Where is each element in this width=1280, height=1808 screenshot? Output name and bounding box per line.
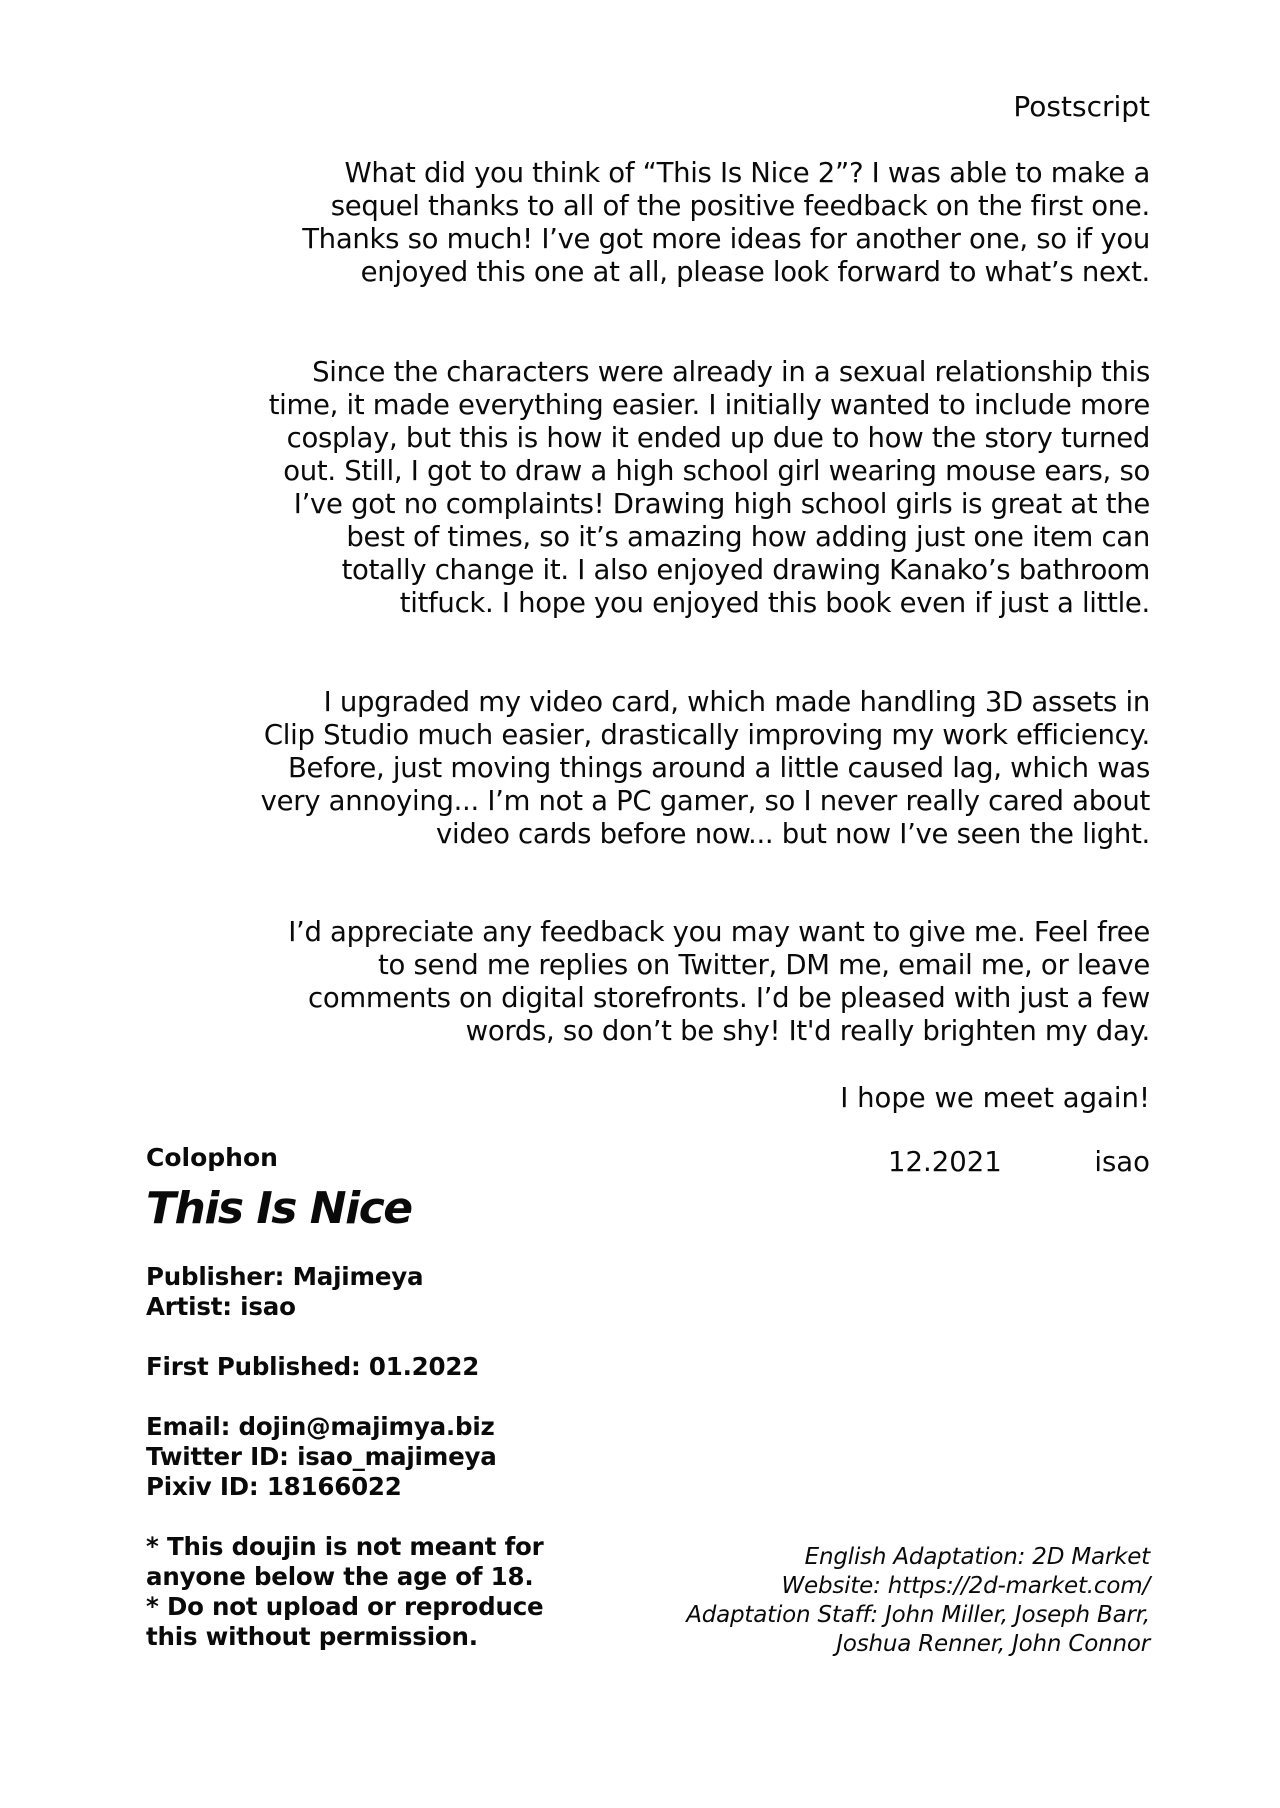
pixiv-line: Pixiv ID: 18166022	[146, 1472, 402, 1501]
signature-date: 12.2021	[888, 1146, 1002, 1178]
credit-line: Joshua Renner, John Connor	[836, 1631, 1150, 1657]
paragraph-line: very annoying... I’m not a PC gamer, so I never really cared about	[260, 785, 1150, 817]
publisher-line: Publisher: Majimeya	[146, 1262, 424, 1291]
paragraph-line: titfuck. I hope you enjoyed this book even if just a little.	[399, 587, 1150, 619]
paragraph-line: totally change it. I also enjoyed drawing Kanako’s bathroom	[341, 554, 1150, 586]
paragraph-line: I upgraded my video card, which made handling 3D assets in	[323, 686, 1150, 718]
credit-line: Website: https://2d-market.com/	[781, 1573, 1150, 1599]
postscript-paragraph	[302, 157, 1150, 289]
signature-author: isao	[1094, 1146, 1150, 1178]
paragraph-line: What did you think of “This Is Nice 2”? I was able to make a	[344, 157, 1150, 189]
notice-line: this without permission.	[146, 1622, 478, 1651]
credit-line: Adaptation Staff: John Miller, Joseph Barr,	[686, 1602, 1150, 1628]
twitter-line: Twitter ID: isao_majimeya	[146, 1442, 497, 1471]
paragraph-line: cosplay, but this is how it ended up due to how the story turned	[286, 422, 1150, 454]
postscript-title: Postscript	[1013, 90, 1150, 123]
first-published-line: First Published: 01.2022	[146, 1352, 480, 1381]
paragraph-line: sequel thanks to all of the positive feedback on the first one.	[330, 190, 1150, 222]
paragraph-line: enjoyed this one at all, please look forward to what’s next.	[360, 256, 1150, 288]
paragraph-line: Thanks so much! I’ve got more ideas for another one, so if you	[302, 223, 1150, 255]
paragraph-line: Clip Studio much easier, drastically improving my work efficiency.	[263, 719, 1150, 751]
adaptation-credits	[686, 1543, 1150, 1659]
paragraph-line: I’d appreciate any feedback you may want to give me. Feel free	[288, 916, 1150, 948]
paragraph-line: out. Still, I got to draw a high school girl wearing mouse ears, so	[283, 455, 1150, 487]
notice-line: * This doujin is not meant for	[146, 1532, 544, 1561]
postscript-paragraph	[261, 686, 1150, 851]
notice-line: anyone below the age of 18.	[146, 1562, 534, 1591]
paragraph-line: video cards before now... but now I’ve seen the light.	[436, 818, 1150, 850]
colophon-label: Colophon	[146, 1143, 278, 1172]
notice-line: * Do not upload or reproduce	[146, 1592, 544, 1621]
paragraph-line: to send me replies on Twitter, DM me, email me, or leave	[378, 949, 1150, 981]
paragraph-line: comments on digital storefronts. I’d be pleased with just a few	[308, 982, 1150, 1014]
notices	[146, 1532, 544, 1652]
paragraph-line: words, so don’t be shy! It'd really brighten my day.	[465, 1015, 1150, 1047]
publication-date-info	[146, 1352, 479, 1382]
contact-info	[146, 1412, 497, 1502]
paragraph-line: Before, just moving things around a little caused lag, which was	[287, 752, 1150, 784]
paragraph-line: I’ve got no complaints! Drawing high school girls is great at the	[293, 488, 1150, 520]
farewell-line: I hope we meet again!	[840, 1082, 1150, 1114]
paragraph-line: best of times, so it’s amazing how adding just one item can	[346, 521, 1150, 553]
paragraph-line: Since the characters were already in a sexual relationship this	[312, 356, 1150, 388]
postscript-paragraph	[288, 916, 1150, 1048]
artist-line: Artist: isao	[146, 1292, 296, 1321]
credit-line: English Adaptation: 2D Market	[804, 1544, 1150, 1570]
postscript-paragraph	[269, 356, 1150, 620]
book-title: This Is Nice	[146, 1183, 412, 1234]
publisher-info	[146, 1262, 423, 1322]
email-line: Email: dojin@majimya.biz	[146, 1412, 495, 1441]
paragraph-line: time, it made everything easier. I initially wanted to include more	[268, 389, 1150, 421]
